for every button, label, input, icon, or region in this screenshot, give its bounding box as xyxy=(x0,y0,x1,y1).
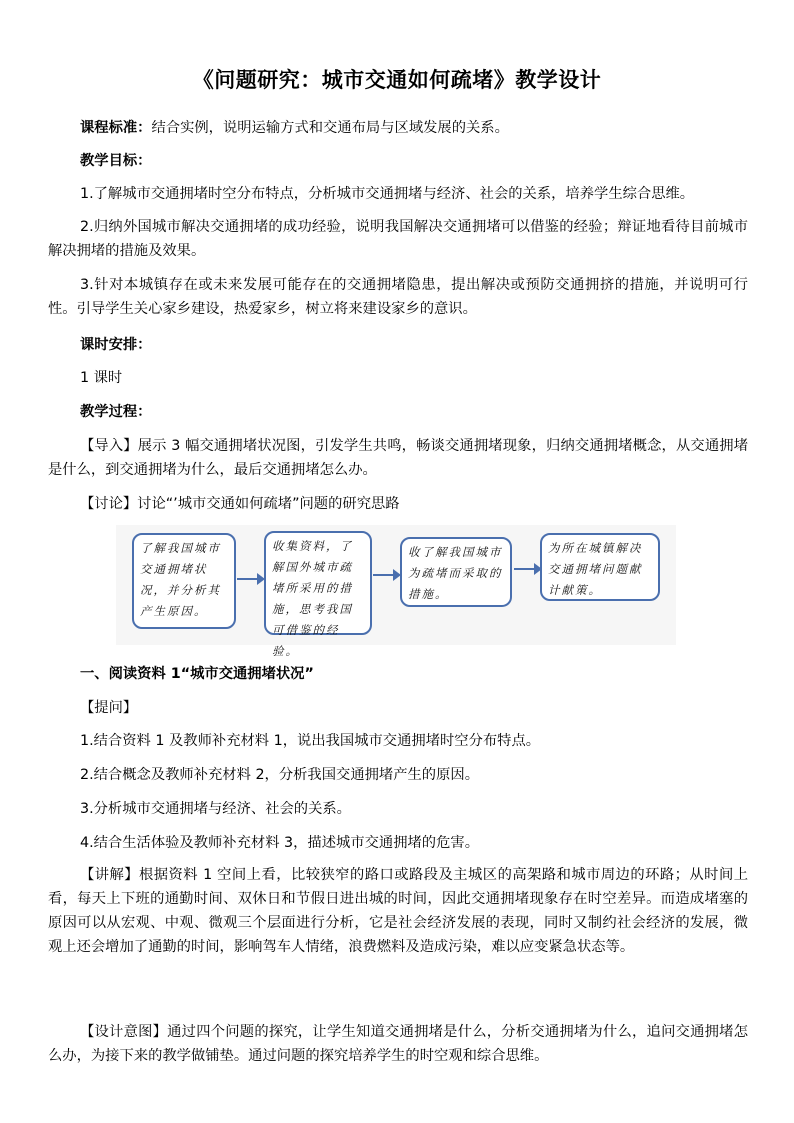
question-label: 【提问】 xyxy=(80,700,138,716)
question-3: 3.分析城市交通拥堵与经济、社会的关系。 xyxy=(80,801,351,817)
flow-arrow-2-icon xyxy=(373,565,401,585)
flow-box-2: 收集资料，了解国外城市疏堵所采用的措施，思考我国可借鉴的经验。 xyxy=(264,531,372,635)
flow-arrow-3-icon xyxy=(514,559,542,579)
document-title: 《问题研究：城市交通如何疏堵》教学设计 xyxy=(192,68,602,92)
research-flowchart xyxy=(116,525,676,658)
question-4: 4.结合生活体验及教师补充材料 3，描述城市交通拥堵的危害。 xyxy=(80,835,479,851)
question-2: 2.结合概念及教师补充材料 2，分析我国交通拥堵产生的原因。 xyxy=(80,767,479,783)
flow-box-3: 收了解我国城市为疏堵而采取的措施。 xyxy=(400,537,512,607)
process-discussion: 【讨论】讨论“’城市交通如何疏堵”问题的研究思路 xyxy=(80,496,400,512)
process-heading: 教学过程： xyxy=(80,404,152,420)
schedule-value: 1 课时 xyxy=(80,370,123,386)
schedule-heading: 课时安排： xyxy=(80,337,152,353)
design-intent-paragraph: 【设计意图】通过四个问题的探究，让学生知道交通拥堵是什么，分析交通拥堵为什么，追问交通拥堵怎么办，为接下来的教学做铺垫。通过问题的探究培养学生的时空观和综合思维。 xyxy=(48,1024,748,1064)
curriculum-standard-text: 结合实例，说明运输方式和交通布局与区域发展的关系。 xyxy=(151,120,509,136)
goals-heading: 教学目标： xyxy=(80,153,152,169)
goal-item-1: 1.了解城市交通拥堵时空分布特点，分析城市交通拥堵与经济、社会的关系，培养学生综合思维。 xyxy=(80,186,695,202)
goal-item-2: 2.归纳外国城市解决交通拥堵的成功经验，说明我国解决交通拥堵可以借鉴的经验；辩证地看待目前城市解决拥堵的措施及效果。 xyxy=(48,219,748,259)
question-1: 1.结合资料 1 及教师补充材料 1，说出我国城市交通拥堵时空分布特点。 xyxy=(80,733,541,749)
process-intro: 【导入】展示 3 幅交通拥堵状况图，引发学生共鸣，畅谈交通拥堵现象，归纳交通拥堵概念，从交通拥堵是什么，到交通拥堵为什么，最后交通拥堵怎么办。 xyxy=(48,438,748,478)
explanation-paragraph: 【讲解】根据资料 1 空间上看，比较狭窄的路口或路段及主城区的高架路和城市周边的环路；从时间上看，每天上下班的通勤时间、双休日和节假日进出城的时间，因此交通拥堵现象存在时空差异。而造成堵塞的原因可以从宏观、中观、微观三个层面进行分析，它是社会经济发展的表现，同时又制约社会经济的发展，微观上还会增加了通勤的时间，影响驾车人情绪，浪费燃料及造成污染，难以应变紧急状态等。 xyxy=(48,867,748,955)
section1-heading: 一、阅读资料 1“城市交通拥堵状况” xyxy=(80,666,314,682)
flow-arrow-1-icon xyxy=(237,569,265,589)
flow-box-1: 了解我国城市交通拥堵状况，并分析其产生原因。 xyxy=(132,533,236,629)
flow-box-4: 为所在城镇解决交通拥堵问题献计献策。 xyxy=(540,533,660,601)
curriculum-standard-label: 课程标准： xyxy=(80,120,152,136)
curriculum-standard xyxy=(80,118,770,138)
goal-item-3: 3.针对本城镇存在或未来发展可能存在的交通拥堵隐患，提出解决或预防交通拥挤的措施，并说明可行性。引导学生关心家乡建设，热爱家乡，树立将来建设家乡的意识。 xyxy=(48,277,748,317)
